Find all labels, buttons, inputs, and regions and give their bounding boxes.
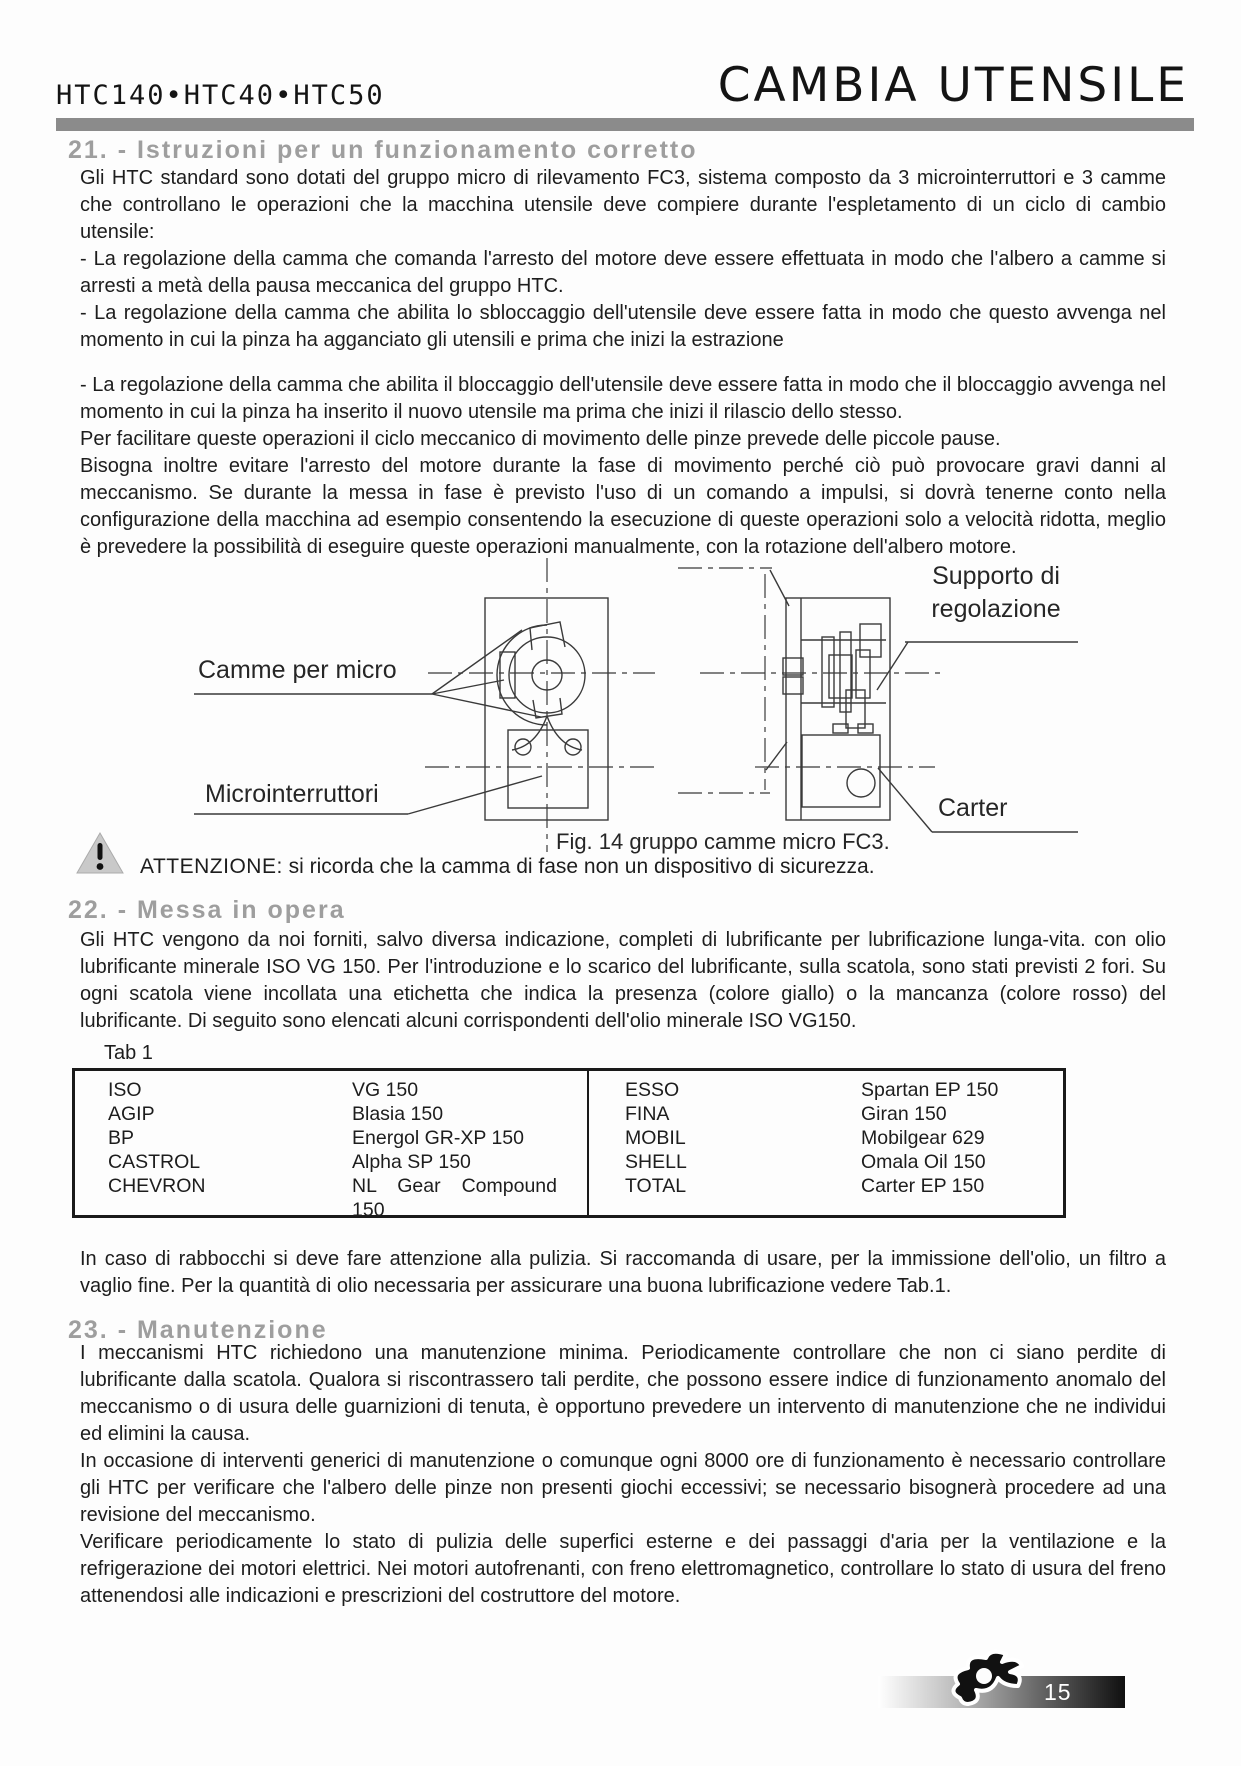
- table-cell: Omala Oil 150: [861, 1151, 986, 1173]
- warning-body: si ricorda che la camma di fase non un dispositivo di sicurezza.: [282, 855, 875, 878]
- page-number: 15: [1044, 1679, 1072, 1705]
- paragraph: In occasione di interventi generici di manutenzione o comunque ogni 8000 ore di funzionamento è necessario controllare gli HTC per verificare che l'albero delle pinze non presenti giochi eccessivi; se necessario bisognerà procedere ad una revisione del meccanismo.: [80, 1450, 1166, 1526]
- table-cell: FINA: [625, 1103, 670, 1125]
- table-cell: MOBIL: [625, 1127, 686, 1149]
- table-cell: NL Gear Compound 150: [352, 1175, 557, 1221]
- table-left-half: [75, 1071, 589, 1221]
- table-cell: Alpha SP 150: [352, 1151, 471, 1173]
- table-cell: VG 150: [352, 1079, 419, 1101]
- table-label: Tab 1: [104, 1042, 153, 1064]
- section-23-heading: 23. - Manutenzione: [68, 1316, 328, 1344]
- table-cell: Carter EP 150: [861, 1175, 985, 1197]
- table-cell: SHELL: [625, 1151, 687, 1173]
- paragraph: Gli HTC vengono da noi forniti, salvo diversa indicazione, completi di lubrificante per lubrificazione lunga-vita. con olio lubrificante minerale ISO VG 150. Per l'introduzione e lo scarico del lubrificante, sulla scatola, sono stati previsti 2 fori. Su ogni scatola viene incollata una etichetta che indica la presenza (colore giallo) o la mancanza (colore rosso) del lubrificante. Di seguito sono elencati alcuni corrispondenti dell'olio minerale ISO VG150.: [80, 929, 1166, 1032]
- table-cell: ESSO: [625, 1079, 680, 1101]
- label-supporto-di-regolazione: Supporto di regolazione: [931, 562, 1061, 623]
- table-cell: CASTROL: [108, 1151, 201, 1173]
- figure-caption: Fig. 14 gruppo camme micro FC3.: [556, 829, 890, 854]
- label-camme-per-micro: Camme per micro: [198, 656, 397, 684]
- table-cell: Spartan EP 150: [861, 1079, 999, 1101]
- table-cell: AGIP: [108, 1103, 155, 1125]
- paragraph: - La regolazione della camma che comanda l'arresto del motore deve essere effettuata in modo che l'albero a camme si arresti a metà della pausa meccanica del gruppo HTC.: [80, 248, 1166, 297]
- table-cell: TOTAL: [625, 1175, 687, 1197]
- brand-logo-icon: [946, 1646, 1038, 1718]
- table-cell: Blasia 150: [352, 1103, 444, 1125]
- label-carter: Carter: [938, 794, 1008, 822]
- table-cell: Energol GR-XP 150: [352, 1127, 524, 1149]
- table-cell: Mobilgear 629: [861, 1127, 985, 1149]
- table-cell: Giran 150: [861, 1103, 947, 1125]
- lubricant-table: [72, 1068, 1066, 1221]
- page-title: CAMBIA UTENSILE: [717, 58, 1189, 113]
- section-23-body: [80, 1340, 1166, 1610]
- warning-text: [140, 855, 875, 879]
- paragraph: Bisogna inoltre evitare l'arresto del motore durante la fase di movimento perché ciò può provocare gravi danni al meccanismo. Se durante la messa in fase è previsto l'uso di un comando a impulsi, si dovrà tenerne conto nella configurazione della macchina ad esempio consentendo la esecuzione di queste operazioni solo a velocità ridotta, meglio è prevedere la possibilità di eseguire queste operazioni manualmente, con la rotazione dell'albero motore.: [80, 455, 1166, 558]
- paragraph: In caso di rabbocchi si deve fare attenzione alla pulizia. Si raccomanda di usare, per la immissione dell'olio, un filtro a vaglio fine. Per la quantità di olio necessaria per assicurare una buona lubrificazione vedere Tab.1.: [80, 1248, 1166, 1297]
- microswitch-box: [508, 730, 588, 808]
- header-rule: [56, 118, 1194, 131]
- section-21-heading: 21. - Istruzioni per un funzionamento corretto: [68, 136, 698, 164]
- model-codes: HTC140•HTC40•HTC50: [56, 80, 385, 111]
- section-21-body: [80, 165, 1166, 561]
- warning-triangle-icon: [76, 831, 124, 875]
- paragraph: Gli HTC standard sono dotati del gruppo micro di rilevamento FC3, sistema composto da 3 microinterruttori e 3 camme che controllano le operazioni che la macchina utensile deve compiere durante l'espletamento di un ciclo di cambio utensile:: [80, 167, 1166, 243]
- cam-side-view: [678, 568, 940, 820]
- table-right-half: [589, 1071, 1102, 1215]
- table-cell: ISO: [108, 1079, 142, 1101]
- paragraph: - La regolazione della camma che abilita lo sbloccaggio dell'utensile deve essere fatta in modo che questo avvenga nel momento in cui la pinza ha agganciato gli utensili e prima che inizi la estrazione: [80, 302, 1166, 351]
- paragraph: - La regolazione della camma che abilita il bloccaggio dell'utensile deve essere fatta in modo che il bloccaggio avvenga nel momento in cui la pinza ha inserito il nuovo utensile ma prima che inizi il rilascio dello stesso.: [80, 374, 1166, 423]
- table-cell: CHEVRON: [108, 1175, 206, 1197]
- table-cell: BP: [108, 1127, 135, 1149]
- section-22-body: [80, 927, 1166, 1035]
- refill-note: [80, 1246, 1166, 1300]
- paragraph: Per facilitare queste operazioni il ciclo meccanico di movimento delle pinze prevede delle piccole pause.: [80, 428, 1001, 450]
- cam-front-view: [425, 558, 655, 852]
- label-microinterruttori: Microinterruttori: [205, 780, 379, 808]
- warning-prefix: ATTENZIONE:: [140, 855, 283, 878]
- paragraph: I meccanismi HTC richiedono una manutenzione minima. Periodicamente controllare che non ci siano perdite di lubrificante dalla scatola. Qualora si riscontrassero tali perdite, che possono essere indice di funzionamento anomalo del meccanismo o di usura delle guarnizioni di tenuta, è opportuno prevedere un intervento di manutenzione che ne individui ed elimini la causa.: [80, 1342, 1166, 1445]
- section-22-heading: 22. - Messa in opera: [68, 896, 346, 924]
- paragraph: Verificare periodicamente lo stato di pulizia delle superfici esterne e dei passaggi d'aria per la ventilazione e la refrigerazione dei motori elettrici. Nei motori autofrenanti, con freno elettromagnetico, controllare lo stato di usura del freno attenendosi alle indicazioni e prescrizioni del costruttore del motore.: [80, 1531, 1166, 1607]
